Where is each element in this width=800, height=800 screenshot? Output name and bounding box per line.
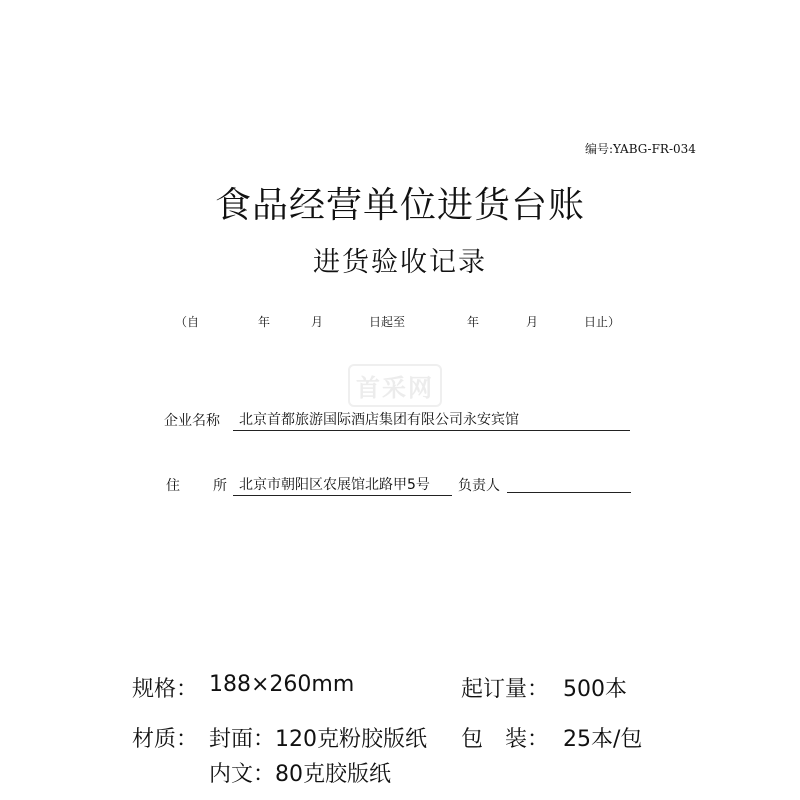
period-day-end: 日止）: [584, 315, 621, 329]
watermark-logo: 首采网: [348, 364, 442, 407]
period-month-2: 月: [526, 315, 539, 329]
document-subtitle: 进货验收记录: [313, 247, 487, 278]
address-label-1: 住: [166, 478, 180, 494]
moq-label: 起订量：: [461, 677, 550, 702]
company-name-label: 企业名称: [164, 413, 220, 429]
packing-label: 包 装：: [461, 727, 550, 752]
address-value: 北京市朝阳区农展馆北路甲5号: [233, 474, 452, 496]
period-year-2: 年: [467, 315, 480, 329]
document-code: 编号:YABG-FR-034: [585, 142, 696, 156]
period-day-start: 日起至: [369, 315, 406, 329]
cover-value: 封面：120克粉胶版纸: [209, 727, 427, 752]
manager-value-line: [507, 475, 631, 493]
period-year-1: 年: [258, 315, 271, 329]
moq-value: 500本: [563, 677, 627, 702]
inner-value: 内文：80克胶版纸: [209, 762, 391, 787]
document-title: 食品经营单位进货台账: [214, 185, 585, 226]
period-open: （自: [175, 315, 200, 329]
company-name-value: 北京首都旅游国际酒店集团有限公司永安宾馆: [233, 409, 630, 431]
address-label-2: 所: [213, 478, 227, 494]
manager-label: 负责人: [458, 478, 500, 494]
size-value: 188×260mm: [209, 672, 355, 697]
period-month-1: 月: [311, 315, 324, 329]
material-label: 材质：: [132, 727, 199, 752]
size-label: 规格：: [132, 677, 199, 702]
packing-value: 25本/包: [563, 727, 643, 752]
